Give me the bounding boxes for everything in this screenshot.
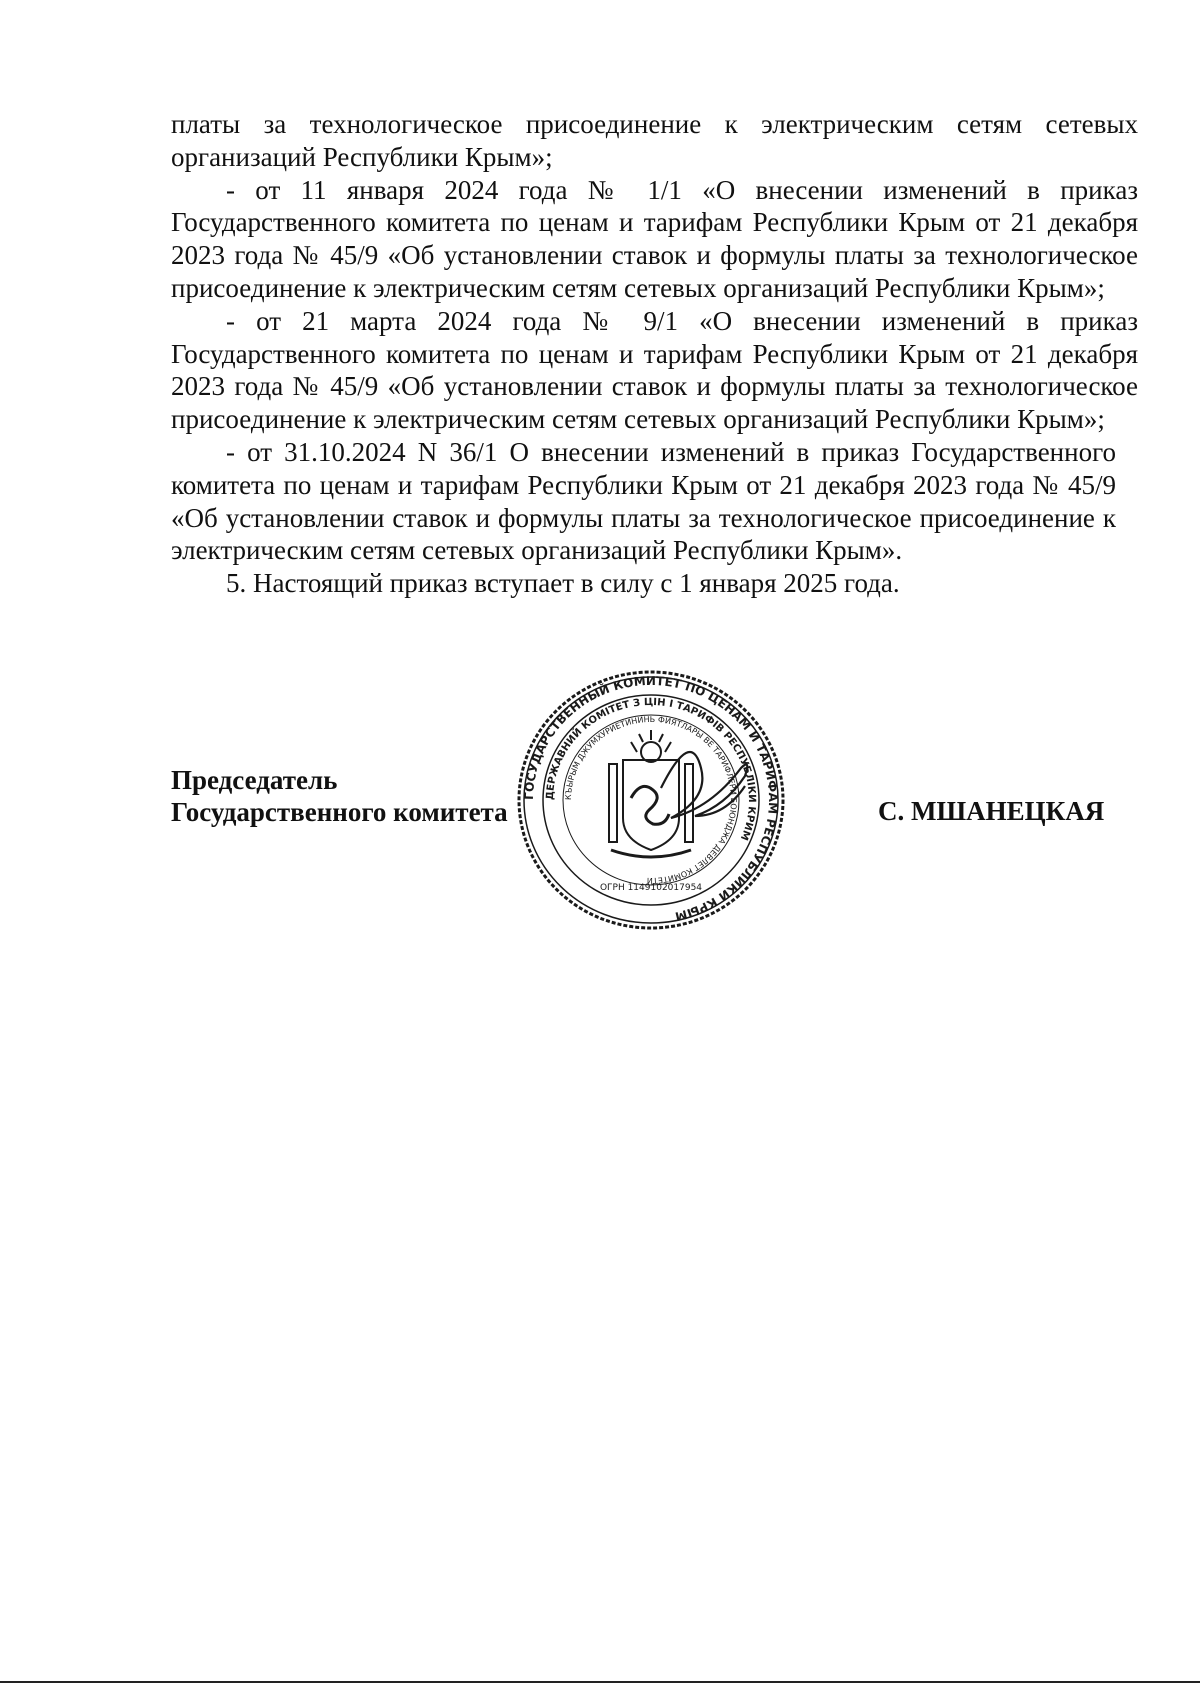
signatory-position-line1: Председатель: [171, 765, 338, 795]
official-seal-stamp: [511, 668, 791, 933]
page-bottom-rule: [0, 1681, 1200, 1683]
stamp-ogrn: ОГРН 1149102017954: [599, 883, 703, 893]
list-item-order-36-1: - от 31.10.2024 N 36/1 О внесении изменений в приказ Государственного комитета по ценам и тарифам Республики Крым от 21 декабря 2023 года № 45/9 «Об установлении ставок и формулы платы за технологическое присоединение к электрическим сетям сетевых организаций Республики Крым».: [171, 436, 1116, 566]
document-body: [171, 108, 1138, 600]
paragraph-effective-date: 5. Настоящий приказ вступает в силу с 1 января 2025 года.: [226, 568, 900, 599]
list-item-order-9-1: - от 21 марта 2024 года № 9/1 «О внесении изменений в приказ Государственного комитета по ценам и тарифам Республики Крым от 21 декабря 2023 года № 45/9 «Об установлении ставок и формулы платы за технологическое присоединение к электрическим сетям сетевых организаций Республики Крым»;: [171, 305, 1138, 435]
signature-block: [171, 764, 508, 828]
stamp-outer-text: ГОСУДАРСТВЕННЫЙ КОМИТЕТ ПО ЦЕНАМ И ТАРИФАМ РЕСПУБЛИКИ КРЫМ: [521, 673, 781, 924]
list-item-order-1-1: - от 11 января 2024 года № 1/1 «О внесении изменений в приказ Государственного комитета по ценам и тарифам Республики Крым от 21 декабря 2023 года № 45/9 «Об установлении ставок и формулы платы за технологическое присоединение к электрическим сетям сетевых организаций Республики Крым»;: [171, 174, 1138, 303]
signatory-position-line2: Государственного комитета: [171, 797, 508, 827]
crimea-coat-of-arms-icon: [609, 730, 693, 857]
signatory-name: С. МШАНЕЦКАЯ: [878, 796, 1105, 826]
paragraph-continuation: платы за технологическое присоединение к электрическим сетям сетевых организаций Республики Крым»;: [171, 109, 1138, 172]
stamp-middle-text: ДЕРЖАВНИЙ КОМІТЕТ З ЦІН І ТАРИФІВ РЕСПУБЛІКИ КРИМ: [544, 696, 758, 842]
svg-text:КЪЫРЫМ ДЖУМХУРИЕТИНИНЬ ФИЯТЛАР: [564, 715, 738, 885]
stamp-inner-text: КЪЫРЫМ ДЖУМХУРИЕТИНИНЬ ФИЯТЛАРЫ ВЕ ТАРИФЛЕРИ БОЮНДЖА ДЕВЛЕТ КОМИТЕТИ: [563, 714, 739, 886]
